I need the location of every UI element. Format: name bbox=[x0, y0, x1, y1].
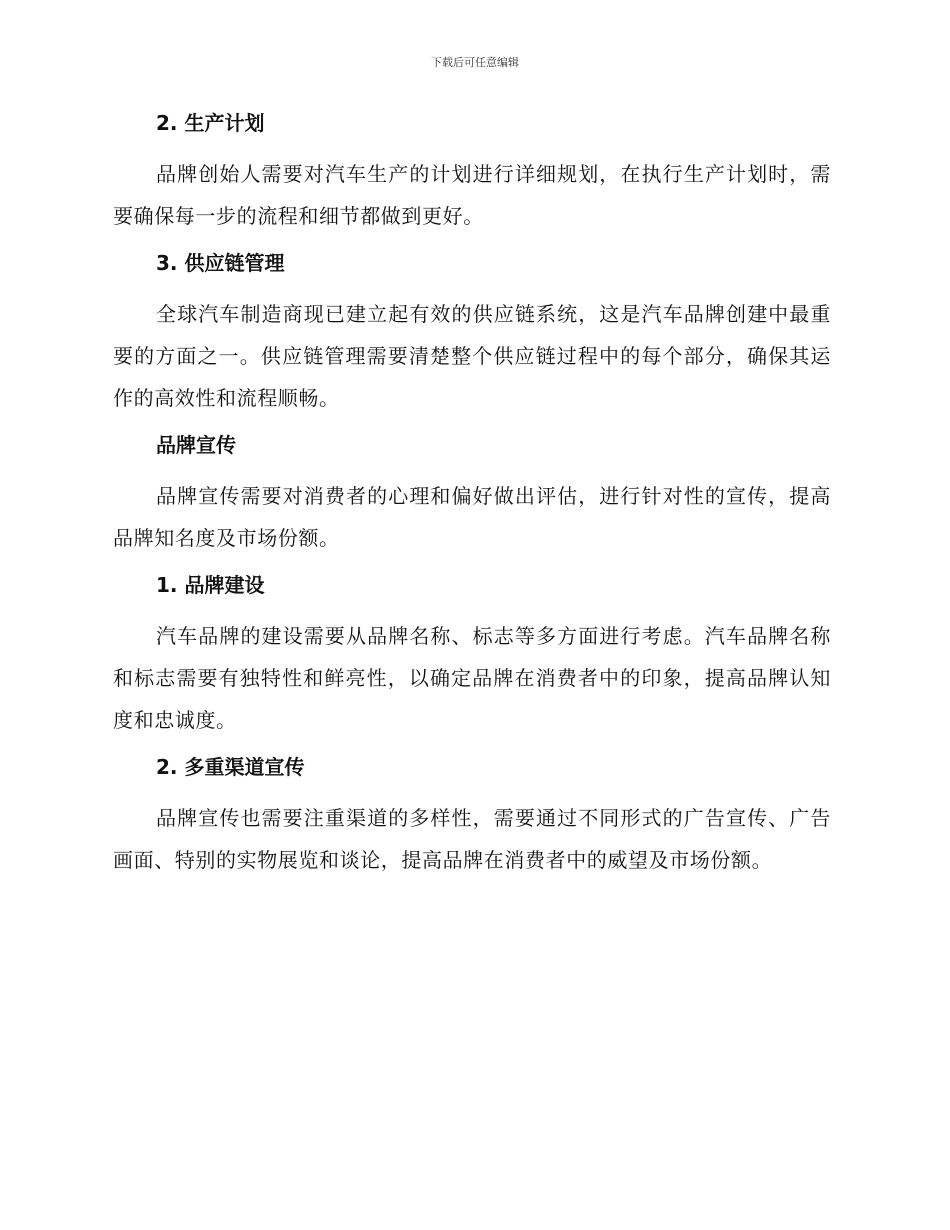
paragraph-production-plan: 品牌创始人需要对汽车生产的计划进行详细规划，在执行生产计划时，需要确保每一步的流程和细节都做到更好。 bbox=[113, 162, 831, 228]
paragraph-supply-chain: 全球汽车制造商现已建立起有效的供应链系统，这是汽车品牌创建中最重要的方面之一。供应链管理需要清楚整个供应链过程中的每个部分，确保其运作的高效性和流程顺畅。 bbox=[113, 302, 831, 410]
page-header-note: 下载后可任意编辑 bbox=[431, 56, 519, 69]
section-heading-multi-channel: 2. 多重渠道宣传 bbox=[156, 755, 305, 779]
section-heading-production-plan: 2. 生产计划 bbox=[156, 111, 265, 135]
document-body bbox=[113, 109, 831, 893]
paragraph-brand-building: 汽车品牌的建设需要从品牌名称、标志等多方面进行考虑。汽车品牌名称和标志需要有独特性和鲜亮性，以确定品牌在消费者中的印象，提高品牌认知度和忠诚度。 bbox=[113, 624, 831, 732]
paragraph-brand-promotion: 品牌宣传需要对消费者的心理和偏好做出评估，进行针对性的宣传，提高品牌知名度及市场份额。 bbox=[113, 484, 831, 550]
section-heading-brand-promotion: 品牌宣传 bbox=[156, 433, 236, 457]
paragraph-multi-channel: 品牌宣传也需要注重渠道的多样性，需要通过不同形式的广告宣传、广告画面、特别的实物展览和谈论，提高品牌在消费者中的威望及市场份额。 bbox=[113, 806, 831, 872]
section-heading-brand-building: 1. 品牌建设 bbox=[156, 573, 265, 597]
section-heading-supply-chain: 3. 供应链管理 bbox=[156, 251, 285, 275]
